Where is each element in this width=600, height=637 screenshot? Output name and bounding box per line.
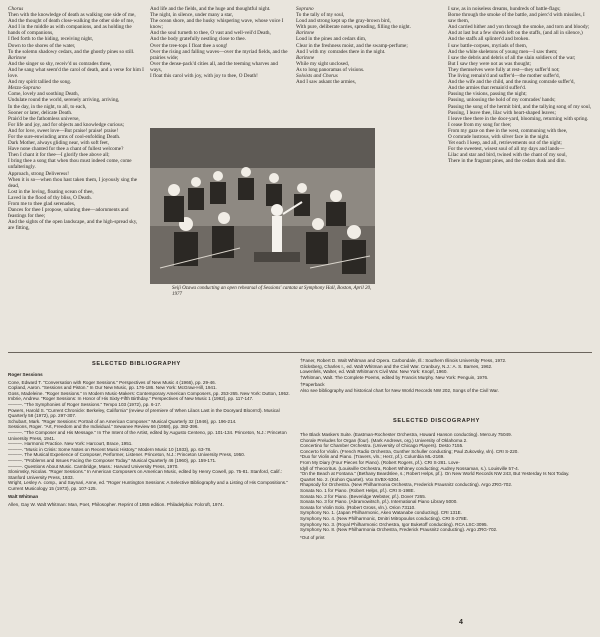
bibliography-column-2 (300, 358, 592, 394)
citation-entry: Symphony No. 8. (New Philharmonia Orchestra, Frederick Prausnitz conducting). Argo ZRG-702. (300, 527, 498, 533)
lyric-line: The living remain'd and suffer'd—the mother suffer'd, (448, 73, 560, 80)
lyric-line: And at last but a few shreds left on the staffs, (and all in silence,) (448, 30, 583, 37)
citation-entry: Chorale Preludes for Organ (four). (Mark Andrews, org.) University of Oklahoma 2. (300, 437, 468, 443)
lyric-line: I saw battle-corpses, myriads of them, (448, 42, 528, 49)
lyric-line: And I saw askant the armies, (296, 79, 356, 86)
lyric-line: Yet each I keep, and all, retrievements out of the night; (448, 140, 562, 147)
citation-entry: Goss, Madeleine. "Roger Sessions." In Modern Music-Makers: Contemporary American Composers, pp. 253-265. New York: Dutton, 1952. (8, 390, 290, 396)
lyric-line: And he sang what seem'd the carol of death, and a verse for him I love. (8, 66, 144, 80)
citation-entry: †Whitman, Walt. The Complete Poems, edited by Francis Murphy. New York: Penguin, 1976. (300, 374, 489, 380)
citation-entry: Symphony No. 3. (Royal Philharmonic Orchestra, Igor Buketoff conducting). RCA LSC-3095. (300, 521, 488, 527)
lyric-line: Then with the knowledge of death as walking one side of me, (8, 12, 136, 19)
lyric-line: I cease from my song for thee; (448, 121, 512, 128)
citation-entry: Powers, Harold S. "Current Chronicle: Berkeley, California" (review of premiere of When Lilacs Last in the Dooryard Bloom'd). Musical Quarterly 58 (1972), pp. 297-307. (8, 407, 280, 419)
lyric-line: Laved in the flood of thy bliss, O Death. (8, 194, 92, 201)
lyric-line: Prais'd be the fathomless universe, (8, 115, 80, 122)
lyrics-column-4 (448, 6, 594, 164)
lyric-line: With pure, deliberate notes, spreading, filling the night. (296, 24, 411, 31)
lyric-line: While my sight unclosed, (296, 60, 350, 67)
lyric-line: Dark Mother, always gliding near, with soft feet, (8, 140, 110, 147)
lyric-line: The ocean shore, and the husky whispering wave, whose voice I know; (150, 18, 284, 31)
page-number: 4 (459, 619, 463, 626)
lyric-line: There in the fragrant pines, and the cedars dusk and dim. (448, 158, 566, 165)
citation-entry: Sonata No. 2 for Piano. (Beveridge Webster, pf.). Dover 7265. (300, 493, 427, 499)
lyric-line: And I in the middle as with companions, and as holding the hands of companions, (8, 24, 132, 37)
citation-entry: Sonata for Violin Solo. (Robert Gross, vln.). Orion 73110. (300, 504, 416, 510)
lyric-line: Lilac and star and bird, twined with the chant of my soul, (448, 152, 567, 159)
lyric-line: For the sweetest, wisest soul of all my days and lands— (448, 146, 565, 153)
lyric-line: I saw, as in noiseless dreams, hundreds of battle-flags; (448, 6, 561, 12)
lyric-line: I leave thee there in the door-yard, blooming, returning with spring. (448, 115, 589, 122)
citation-entry: ———. Questions About Music. Cambridge, Mass.: Harvard University Press, 1970. (8, 463, 179, 469)
lyric-line: And the body gratefully nestling close to thee. (150, 36, 246, 43)
lyric-line: And the armies that remain'd suffer'd. (448, 85, 527, 92)
citation-entry: Rhapsody for Orchestra. (New Philharmonia Orchestra, Frederick Prausnitz conducting). Argo ZRG-702. (300, 482, 513, 488)
discography-title: SELECTED DISCOGRAPHY (393, 418, 481, 424)
citation-entry: Wright, Lesley A. comp., and Saynari, Anne, ed. "Roger Huntington Sessions: A Selective Bibliography and a Listing of His Compositions." Current Musicology 15 (1973), pp. 107-125. (8, 480, 288, 491)
discography-entries (300, 432, 592, 533)
bibliography-column-1 (8, 369, 294, 508)
lyric-line: Then I chant it for thee—I glorify thee above all; (8, 152, 110, 159)
lyric-line: To the solemn shadowy cedars, and the ghostly pines so still. (8, 48, 135, 55)
lyric-line: I bring thee a song that when thou must indeed come, come unfalteringly. (8, 158, 132, 171)
lyric-line: Over the dense-pack'd cities all, and the teeming wharves and ways, (150, 60, 278, 73)
lyric-line: And the white skeletons of young men—I saw them; (448, 48, 558, 55)
lyric-line: Undulate round the world, serenely arriving, arriving, (8, 97, 120, 104)
lyric-line: Passing, unloosing the hold of my comrades' hands; (448, 97, 556, 104)
lyric-line: And my spirit tallied the song. (8, 79, 72, 86)
citation-entry: ———. "The Composer and His Message." In The Intent of the Artist, edited by Augusto Centeno, pp. 101-134. Princeton, N.J.: Princeton University Press, 1941. (8, 429, 287, 441)
lyric-line: Sooner or later, delicate Death. (8, 109, 73, 116)
rehearsal-photo (150, 128, 375, 284)
section-divider (8, 352, 592, 353)
citation-entry: Symphony No. 1. (Japan Philharmonic, Akeo Watanabe conducting). CRI 131E. (300, 510, 462, 516)
lyric-line: In the day, in the night, to all, to each, (8, 103, 87, 110)
voice-part-label: Mezzo-Soprano (8, 85, 41, 92)
lyric-line: Lost in the loving, floating ocean of thee, (8, 188, 94, 195)
photo-caption: Seiji Ozawa conducting an open rehearsal of Sessions' cantata at Symphony Hall, Boston, April 20, 1977 (172, 286, 372, 297)
lyric-line: Passing the visions, passing the night; (448, 91, 527, 98)
lyric-line: For the sure-enwinding arms of cool-enfolding Death. (8, 133, 121, 140)
lyric-line: And the thought of death close-walking the other side of me, (8, 18, 135, 25)
lyric-line: O comrade lustrous, with silver face in the night. (448, 133, 550, 140)
lyric-line: Loud in the pines and cedars dim, (296, 36, 367, 43)
citation-entry: Idyll of Theocritus. (Louisville Orchestra, Robert Whitney conducting; Audrey Nossaman, s.). Louisville 57-4. (300, 465, 519, 471)
lyric-line: And carried hither and yon through the smoke, and torn and bloody; (448, 24, 590, 31)
citation-entry: Copland, Aaron. "Sessions and Piston." In Our New Music, pp. 176-186. New York: McGraw-Hill, 1941. (8, 385, 217, 391)
lyric-line: I saw the debris and debris of all the slain soldiers of the war; (448, 54, 576, 61)
lyric-line: Come, lovely and soothing Death, (8, 91, 79, 98)
walt-whitman-entries (8, 502, 294, 508)
citation-entry: Schubart, Mark. "Roger Sessions: Portrait of an American Composer." Musical Quarterly 32 (1946), pp. 196-214. (8, 418, 237, 424)
lyric-line: But I saw they were not as was thought; (448, 60, 531, 67)
lyric-line: Loud and strong kept up the gray-brown bird, (296, 18, 391, 25)
citation-entry: Sonata No. 1 for Piano. (Robert Helps, pf.). CRI S-198E. (300, 487, 415, 493)
citation-entry: ———. "Problems and Issues Facing the Composer Today." Musical Quarterly 46 (1960), pp. 159-171. (8, 457, 217, 463)
citation-entry: Glicksberg, Charles I., ed. Walt Whitman and the Civil War. Cranbury, N.J.: A. S. Barnes, 1962. (300, 363, 493, 369)
citation-entry: ———. The Musical Experience of Composer, Performer, Listener. Princeton, N.J.: Princeton University Press, 1950. (8, 452, 246, 458)
voice-part-label: Soprano (296, 6, 314, 12)
lyric-line: Passing, I leave thee, lilac with heart-shaped leaves; (448, 109, 556, 116)
citation-entry: Quartet No. 2. (Kohon Quartet). Vox SVBX-5304. (300, 476, 400, 482)
lyric-line: For life and joy, and for objects and knowledge curious; (8, 121, 125, 128)
lyric-line: From me to thee glad serenades, (8, 201, 76, 207)
citation-entry: Cone, Edward T. "Conversation with Roger Sessions." Perspectives of New Music 4 (1966), pp. 29-46. (8, 379, 216, 385)
out-of-print-note: *Out of print (300, 534, 325, 540)
walt-whitman-heading: Walt Whitman (8, 494, 39, 500)
voice-part-label: Baritone (8, 54, 27, 61)
lyric-line: And the singer so shy, receiv'd us comrades three, (8, 60, 112, 67)
also-see-note: Also see bibliography and historical chart for New World Records NW 202, Songs of the Civil War. (300, 387, 499, 393)
citation-entry: The Black Maskers Suite. (Eastman-Rochester Orchestra, Howard Hanson conducting). Mercury 75049. (300, 432, 512, 437)
citation-entry: ———. Harmonic Practice. New York: Harcourt, Brace, 1951. (8, 441, 133, 447)
lyric-line: Borne through the smoke of the battle, and pierc'd with missiles, I saw them, (448, 12, 585, 25)
lyric-line: Approach, strong Deliveress! (8, 170, 69, 177)
bibliography-title: SELECTED BIBLIOGRAPHY (92, 361, 181, 367)
citation-entry: †Faner, Robert D. Walt Whitman and Opera. Carbondale, Ill.: Southern Illinois University Press, 1972. (300, 358, 507, 363)
lyric-line: When it is so—when thou hast taken them, I joyously sing the dead, (8, 176, 138, 189)
citation-entry: Imbrie, Andrew. "Roger Sessions: In Honor of His Sixty-Fifth Birthday." Perspectives of New Music 1 (1962), pp. 117-147. (8, 396, 254, 402)
citation-entry: From My Diary (Four Pieces for Piano). (Robert Rogers, pf.). CRI S-281. Love- (300, 459, 460, 465)
citation-entry: Sonata No. 3 for Piano. (Abramowitsch, pf.). International Piano Library 5000. (300, 499, 458, 505)
voice-part-label: Baritone (296, 54, 315, 61)
voice-part-label: Baritone (296, 30, 315, 37)
lyrics-column-2 (150, 6, 290, 79)
lyric-line: And I with my comrades there in the night. (296, 48, 386, 55)
discography-column (300, 432, 592, 540)
citation-entry: Concerto for Violin. (French Radio Orchestra, Gunther Schuller conducting; Paul Zukovsky, vln). CRI S-220. (300, 448, 519, 454)
lyric-line: Over the tree-tops I float thee a song! (150, 42, 228, 49)
lyric-line: The night, in silence, under many a star, (150, 12, 234, 19)
lyric-line: As to long panoramas of visions. (296, 66, 365, 73)
lyric-line: Have none chanted for thee a chant of fullest welcome? (8, 146, 124, 153)
voice-part-label: Chorus (8, 6, 24, 12)
lyric-line: Dances for thee I propose, saluting thee—adornments and feastings for thee; (8, 207, 129, 220)
lyric-line: I float this carol with joy, with joy to thee, O Death! (150, 73, 258, 80)
citation-entry: *Duo for Violin and Piano. (Travers, vln.; Herz, pf.). Columbia ML-2169. (300, 454, 445, 460)
citation-entry: Sessions, Roger. "Art, Freedom and the Individual." Sewanee Review 66 (1958), pp. 382-396. (8, 424, 199, 430)
roger-sessions-heading: Roger Sessions (8, 372, 43, 377)
lyric-line: And the staffs all splinter'd and broken. (448, 36, 530, 43)
lyric-line: They themselves were fully at rest—they suffer'd not; (448, 66, 560, 73)
voice-part-label: Soloists and Chorus (296, 73, 338, 80)
citation-entry: Concertino for Chamber Orchestra. (University of Chicago Players). Desto 7155. (300, 443, 464, 449)
citation-entry: Slonimsky, Nicolas. "Roger Sessions." In American Composers on American Music, edited by Henry Cowell, pp. 75-81. Stanford, Calif.: Stanford University Press, 1933. (8, 469, 283, 480)
citation-entry: Lowenfels, Walter, ed. Walt Whitman's Civil War. New York: Knopf, 1960. (300, 369, 448, 375)
lyric-line: And life and the fields, and the huge and thoughtful night. (150, 6, 271, 12)
orchestra-photo-illustration (150, 128, 375, 284)
citation-entry: ———. "Music in Crisis: Some Notes on Recent Music History." Modern Music 10 (1933), pp. 63-78. (8, 446, 212, 452)
lyrics-column-3 (296, 6, 438, 85)
paperback-note: †Paperback (300, 382, 325, 388)
lyric-line: To the tally of my soul, (296, 12, 345, 19)
lyric-line: Over the rising and falling waves—over the myriad fields, and the prairies wide; (150, 48, 288, 61)
citation-entry: "On the Beach at Fontana." (Bethany Beardslee, s.; Robert Helps, pf.). On New World Records NW 243, But Yesterday Is Not Today. (300, 471, 570, 477)
roger-sessions-entries (8, 380, 294, 492)
lyric-line: And the sights of the open landscape, and the high-spread sky, are fitting, (8, 219, 138, 232)
lyric-line: From my gaze on thee in the west, communing with thee, (448, 127, 568, 134)
bibliography-continued-entries (300, 358, 592, 380)
lyrics-column-1 (8, 6, 144, 231)
lyric-line: Clear in the freshness moist, and the swamp-perfume; (296, 42, 408, 49)
lyric-line: And for love, sweet love—But praise! praise! praise! (8, 127, 119, 134)
lyric-line: Down to the shores of the water, (8, 42, 76, 49)
citation-entry: Allen, Gay W. Walt Whitman: Man, Poet, Philosopher. Reprint of 1955 edition. Philadelphia: Folcroft, 1974. (8, 502, 224, 508)
lyric-line: And the wife and the child, and the musing comrade suffer'd, (448, 79, 575, 86)
lyric-line: And the soul turneth to thee, O vast and well-veil'd Death, (150, 30, 271, 37)
citation-entry: Symphony No. 4. (New Philharmonic, Dmitri Mitropoulos conducting). CRI S-278E. (300, 515, 468, 521)
lyric-line: I fled forth to the hiding, receiving night, (8, 36, 94, 43)
lyric-line: Passing the song of the hermit bird, and the tallying song of my soul, (448, 103, 592, 110)
citation-entry: ———. "The Symphonies of Roger Sessions." Tempo 103 (1972), pp. 6-17. (8, 401, 162, 407)
